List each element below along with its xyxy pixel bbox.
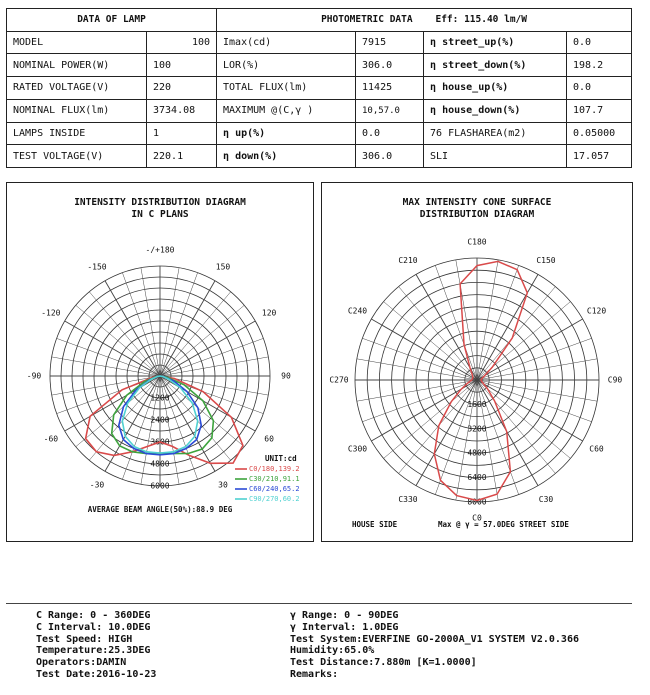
intensity-distribution-panel — [6, 182, 314, 542]
table-cell: 76 FLASHAREA(m2) — [424, 122, 567, 145]
info-line: γ Interval: 1.0DEG — [290, 621, 399, 633]
angle-label: C270 — [329, 375, 349, 385]
angle-label: -120 — [41, 308, 61, 318]
angle-label: C210 — [398, 255, 418, 265]
info-line: Test Date:2016-10-23 — [36, 668, 157, 680]
angle-label: C60 — [589, 444, 604, 454]
table-cell: η down(%) — [217, 145, 356, 168]
table-cell: 11425 — [356, 77, 424, 100]
radial-tick-label: 3600 — [150, 437, 170, 447]
table-cell: 0.0 — [567, 31, 632, 54]
cone-surface-panel — [321, 182, 633, 542]
beam-angle-label: AVERAGE BEAM ANGLE(50%):88.9 DEG — [87, 505, 233, 514]
angle-label: C0 — [472, 513, 482, 523]
info-line: Remarks: — [290, 668, 339, 680]
table-cell: RATED VOLTAGE(V) — [7, 77, 147, 100]
table-cell: 17.057 — [567, 145, 632, 168]
table-cell: η street_up(%) — [424, 31, 567, 54]
table-cell: 1 — [147, 122, 217, 145]
info-line: Test Speed: HIGH — [36, 633, 133, 645]
table-cell: 220 — [147, 77, 217, 100]
table-cell: TEST VOLTAGE(V) — [7, 145, 147, 168]
angle-label: -/+180 — [145, 245, 175, 255]
table-cell: SLI — [424, 145, 567, 168]
table-cell: 0.0 — [356, 122, 424, 145]
table-cell: η street_down(%) — [424, 54, 567, 77]
angle-label: 120 — [261, 308, 277, 318]
angle-label: -150 — [87, 262, 107, 272]
angle-label: C330 — [398, 495, 418, 505]
table-cell: 306.0 — [356, 145, 424, 168]
table-cell: TOTAL FLUX(lm) — [217, 77, 356, 100]
left-diagram-title-1: INTENSITY DISTRIBUTION DIAGRAM — [74, 197, 246, 208]
table-cell: 100 — [147, 31, 217, 54]
info-line: Test System:EVERFINE GO-2000A_V1 SYSTEM V2.0.366 — [290, 633, 579, 645]
table-cell: 7915 — [356, 31, 424, 54]
angle-label: C180 — [467, 237, 487, 247]
angle-label: 60 — [264, 434, 274, 444]
radial-tick-label: 3200 — [467, 424, 487, 434]
right-diagram-title-1: MAX INTENSITY CONE SURFACE — [402, 197, 552, 208]
radial-tick-label: 2400 — [150, 415, 170, 425]
info-line: C Range: 0 - 360DEG — [36, 610, 151, 621]
table-cell: NOMINAL FLUX(lm) — [7, 99, 147, 122]
angle-label: 150 — [215, 262, 231, 272]
angle-label: C240 — [347, 306, 368, 316]
radial-tick-label: 4800 — [467, 448, 487, 458]
table-row — [7, 54, 632, 77]
legend-label: C60/240,65.2 — [249, 485, 300, 493]
table-cell: 10,57.0 — [356, 99, 424, 122]
table-row — [7, 99, 632, 122]
photometric-data-header — [217, 9, 632, 32]
angle-label: C150 — [536, 255, 556, 265]
table-cell: 107.7 — [567, 99, 632, 122]
radial-tick-label: 1600 — [467, 399, 487, 409]
table-cell: η house_up(%) — [424, 77, 567, 100]
table-cell: 100 — [147, 54, 217, 77]
table-cell: η up(%) — [217, 122, 356, 145]
info-line: Test Distance:7.880m [K=1.0000] — [290, 657, 477, 669]
radial-tick-label: 8000 — [467, 497, 487, 507]
angle-label: 30 — [218, 480, 228, 490]
radial-tick-label: 6400 — [467, 473, 487, 483]
legend-label: C30/210,91.1 — [249, 475, 300, 483]
right-diagram-title-2: DISTRIBUTION DIAGRAM — [419, 209, 535, 220]
angle-label: -30 — [89, 480, 105, 490]
info-line: γ Range: 0 - 90DEG — [290, 610, 399, 621]
table-cell: NOMINAL POWER(W) — [7, 54, 147, 77]
angle-label: 90 — [281, 371, 291, 381]
table-row — [7, 31, 632, 54]
table-cell: LOR(%) — [217, 54, 356, 77]
test-info-right — [290, 610, 579, 681]
angle-label: C120 — [586, 306, 607, 316]
table-cell: 198.2 — [567, 54, 632, 77]
angle-label: -90 — [26, 371, 42, 381]
info-line: C Interval: 10.0DEG — [36, 621, 151, 633]
angle-label: C90 — [607, 375, 623, 385]
lamp-data-header: DATA OF LAMP — [7, 9, 217, 32]
angle-label: C30 — [538, 495, 554, 505]
photometric-table — [6, 8, 631, 168]
footer-divider — [6, 603, 632, 604]
table-cell: 220.1 — [147, 145, 217, 168]
table-cell: MAXIMUM @(C,γ ) — [217, 99, 356, 122]
info-line: Humidity:65.0% — [290, 645, 375, 657]
left-diagram-title-2: IN C PLANS — [131, 209, 189, 220]
radial-tick-label: 4800 — [150, 459, 170, 469]
max-label: Max @ γ = 57.0DEG STREET SIDE — [438, 520, 569, 529]
table-cell: η house_down(%) — [424, 99, 567, 122]
cone-polar-chart — [322, 183, 632, 541]
angle-label: -60 — [43, 434, 59, 444]
info-line: Temperature:25.3DEG — [36, 645, 151, 657]
unit-label: UNIT:cd — [265, 454, 297, 463]
photometric-title: PHOTOMETRIC DATA — [321, 14, 413, 26]
efficiency-label: Eff: 115.40 lm/W — [435, 14, 527, 26]
table-row — [7, 145, 632, 168]
table-cell: 306.0 — [356, 54, 424, 77]
table-cell: Imax(cd) — [217, 31, 356, 54]
radial-tick-label: 1200 — [150, 393, 170, 403]
test-info-left — [36, 610, 156, 681]
table-cell: 3734.08 — [147, 99, 217, 122]
angle-label: C300 — [347, 444, 368, 454]
table-cell: LAMPS INSIDE — [7, 122, 147, 145]
table-row — [7, 122, 632, 145]
table-cell: 0.05000 — [567, 122, 632, 145]
house-side-label: HOUSE SIDE — [352, 520, 398, 529]
legend-label: C0/180,139.2 — [249, 465, 300, 473]
radial-tick-label: 6000 — [150, 481, 170, 491]
table-cell: MODEL — [7, 31, 147, 54]
intensity-polar-chart — [7, 183, 313, 541]
legend-label: C90/270,60.2 — [249, 495, 300, 503]
info-line: Operators:DAMIN — [36, 657, 127, 669]
table-cell: 0.0 — [567, 77, 632, 100]
table-row — [7, 77, 632, 100]
